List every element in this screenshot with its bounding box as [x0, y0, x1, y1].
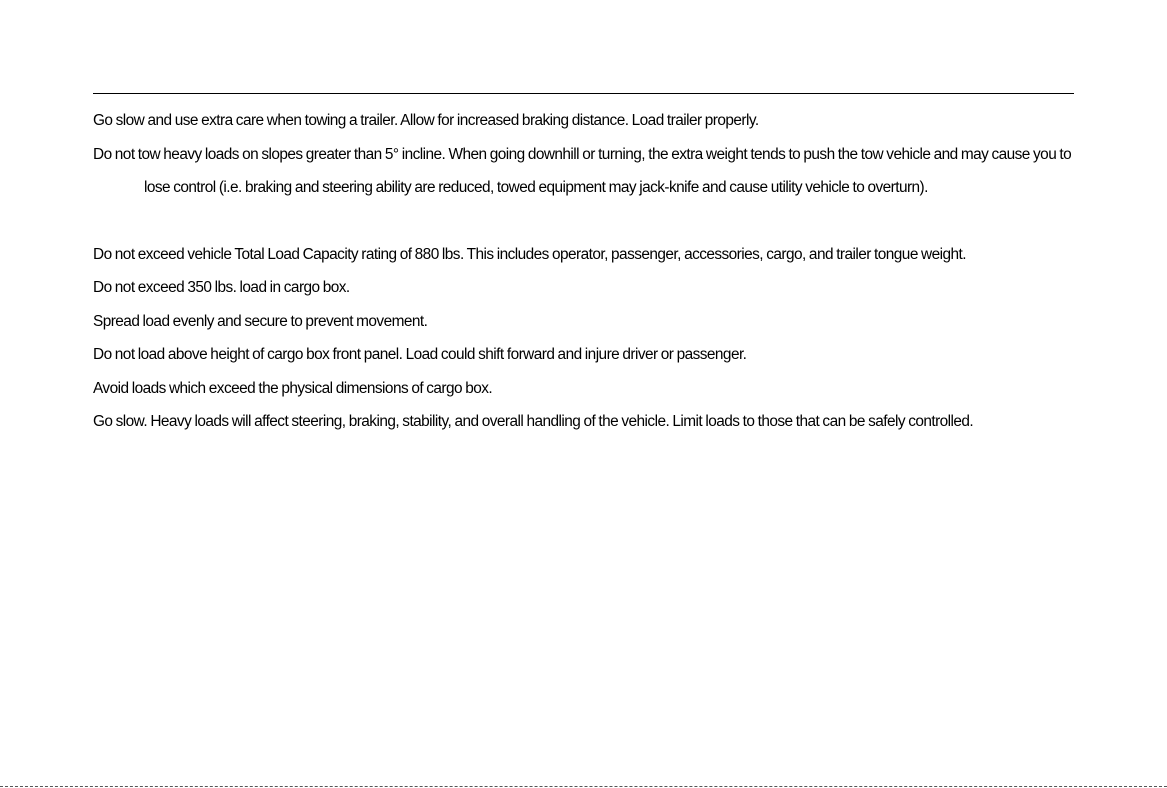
section-gap: [93, 205, 1093, 238]
load-capacity-paragraph: Do not exceed vehicle Total Load Capacity rating of 880 lbs. This includes operator, passenger, accessories, cargo, and trailer tongue weight.: [93, 245, 966, 263]
document-body: [93, 104, 1093, 439]
load-height-paragraph: Do not load above height of cargo box front panel. Load could shift forward and injure driver or passenger.: [93, 346, 747, 363]
footer-rule: [0, 786, 1167, 787]
header-rule: [93, 93, 1074, 94]
spread-load-paragraph: Spread load evenly and secure to prevent movement.: [93, 312, 428, 330]
towing-care-paragraph: Go slow and use extra care when towing a trailer. Allow for increased braking distance. Load trailer properly.: [93, 112, 759, 129]
slope-warning-paragraph: Do not tow heavy loads on slopes greater than 5° incline. When going downhill or turning, the extra weight tends to push the tow vehicle and may cause you to lose control (i.e. braking and steering ability are reduced, towed equipment may jack-knife and cause utility vehicle to overturn).: [93, 145, 1072, 196]
cargo-box-limit-paragraph: Do not exceed 350 lbs. load in cargo box.: [93, 279, 350, 296]
heavy-loads-paragraph: Go slow. Heavy loads will affect steering, braking, stability, and overall handling of the vehicle. Limit loads to those that can be safely controlled.: [93, 413, 974, 430]
load-dimensions-paragraph: Avoid loads which exceed the physical dimensions of cargo box.: [93, 379, 493, 397]
